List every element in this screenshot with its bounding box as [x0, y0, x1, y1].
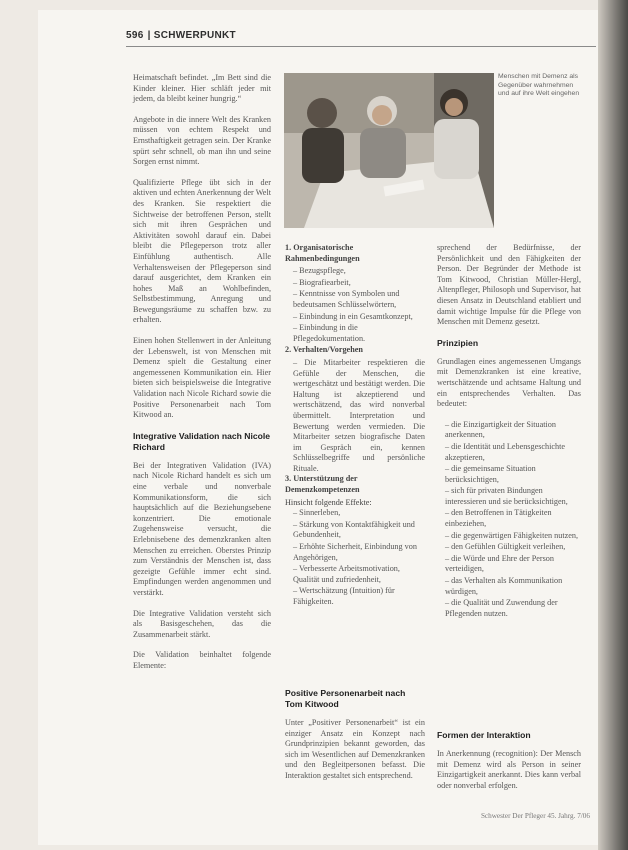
- page-footer: Schwester Der Pfleger 45. Jahrg. 7/06: [480, 812, 590, 820]
- section-heading: Formen der Interaktion: [437, 730, 531, 740]
- running-header: 596 | SCHWERPUNKT: [126, 30, 236, 41]
- paragraph: Einen hohen Stellenwert in der Anleitung der Lebenswelt, ist von Menschen mit Demenz spielt die Gestaltung einer angemessenen Kommunikation ein. Hier bieten sich beispielsweise die Integrative Validation nach Nicole Richard sowie die Positive Personenarbeit nach Tom Kitwood an.: [133, 336, 271, 420]
- list-item: – die Identität und Lebensgeschichte akzeptieren,: [445, 441, 566, 462]
- list-item: – Wertschätzung (Intuition) für Fähigkeiten.: [293, 586, 395, 606]
- list-heading: 3. Unterstützung der Demenzkompetenzen: [285, 474, 360, 495]
- photo-illustration: [284, 73, 494, 228]
- paragraph: sprechend der Bedürfnisse, der Persönlichkeit und den Fähigkeiten der Person. Der Begründer der Methode ist Tom Kitwood, Christian Müller-Hergl, Altenpfleger, Philosoph und Supervisor, hat diesen Ansatz in Deutschland etabliert und damit wichtige Impulse für die Pflege von Menschen mit Demenz gesetzt.: [437, 243, 581, 327]
- list-item: – Verbesserte Arbeitsmotivation, Qualität und zufriedenheit,: [293, 564, 400, 584]
- list-item: – das Verhalten als Kommunikation würdigen,: [445, 576, 563, 596]
- column-1: [133, 73, 271, 682]
- list: [293, 508, 425, 607]
- paragraph: In Anerkennung (recognition): Der Mensch mit Demenz wird als Person in seiner Einzigartigkeit anerkannt. Dies kann verbal oder nonverbal erfolgen.: [437, 749, 581, 790]
- list-item: – den Gefühlen Gültigkeit verleihen,: [445, 542, 566, 552]
- list-item: – die Qualität und Zuwendung der Pflegenden nutzen.: [445, 598, 558, 618]
- list-heading: 2. Verhalten/Vorgehen: [285, 345, 363, 355]
- column-2-bottom: [285, 682, 425, 792]
- list-item: – Stärkung von Kontaktfähigkeit und Gebundenheit,: [293, 519, 415, 540]
- section-heading: Positive Personenarbeit nach Tom Kitwood: [285, 688, 406, 709]
- column-2: [285, 243, 425, 609]
- list-item: – sich für privaten Bindungen interessieren und sie berücksichtigen,: [445, 486, 568, 506]
- list-item: – den Betroffenen in Tätigkeiten einbeziehen,: [445, 508, 552, 529]
- paragraph: Die Integrative Validation versteht sich als Basisgeschehen, das die Zusammenarbeit stärkt.: [133, 608, 271, 639]
- list-item: – Sinnerleben,: [293, 508, 341, 518]
- list-item: – Biografiearbeit,: [293, 277, 351, 287]
- list-item: – Erhöhte Sicherheit, Einbindung von Angehörigen,: [293, 542, 417, 562]
- paragraph: Grundlagen eines angemessenen Umgangs mit Demenzkranken ist eine kreative, wertschätzende und achtsame Haltung und ein entsprechendes Verhalten. Das bedeutet:: [437, 356, 581, 409]
- list-item: – Bezugspflege,: [293, 266, 346, 276]
- column-3: [437, 243, 581, 620]
- header-rule: [126, 46, 596, 47]
- section-heading: Prinzipien: [437, 337, 479, 348]
- list-heading: 1. Organisatorische Rahmenbedingungen: [285, 243, 360, 263]
- list-item: – Kenntnisse von Symbolen und bedeutsamen Schlüsselwörtern,: [293, 289, 400, 309]
- list: [445, 420, 581, 620]
- section-title: SCHWERPUNKT: [153, 30, 236, 41]
- list-lead: Hinsicht folgende Effekte:: [285, 497, 372, 507]
- section-heading: Integrative Validation nach Nicole Richard: [133, 430, 271, 452]
- list-item: – die gegenwärtigen Fähigkeiten nutzen,: [445, 530, 579, 540]
- paragraph: Heimatschaft befindet. „Im Bett sind die Kinder kleiner. Hier schläft jeder mit jedem, da bleibt keiner hungrig.“: [133, 73, 271, 104]
- page-number: 596: [126, 30, 144, 41]
- column-3-bottom: [437, 724, 581, 801]
- list-item: – die Würde und Ehre der Person verteidigen,: [445, 553, 554, 574]
- paragraph: Qualifizierte Pflege übt sich in der aktiven und echten Anerkennung der Welt des Kranken. Sie respektiert die Sichtweise der betroffenen Person, stellt sich mit ihren Gesprächen und Aktivitäten sowohl darauf ein. Dabei bleibt die Pflegeperson trotz aller Einfühlung authentisch. Alle Verhaltensweisen der Pflegeperson sind darauf ausgerichtet, dem Kranken ein hohes Maß an Wohlbefinden, Selbstbestimmung, Anregung und Bewegungsräume zu schaffen bzw. zu erhalten.: [133, 177, 271, 325]
- photo-people-at-table: [284, 73, 494, 228]
- list-item: – die Einzigartigkeit der Situation anerkennen,: [445, 419, 556, 440]
- list-item: – Einbindung in die Pflegedokumentation.: [293, 323, 366, 343]
- photo-caption: Menschen mit Demenz als Gegenüber wahrnehmen und auf ihre Welt eingehen: [498, 73, 580, 98]
- paragraph: – Die Mitarbeiter respektieren die Gefühle der Menschen, die wertgeschätzt und bestätigt werden. Die Haltung ist akzeptierend und wertschätzend, das wird nonverbal übermittelt. Interpretation und Bewertung werden vermieden. Die Mitarbeiter setzen biografische Daten im Gespräch ein, kennen Schlüsselbegriffe und persönliche Rituale.: [293, 357, 425, 473]
- list-item: – die gemeinsame Situation berücksichtigen,: [445, 464, 536, 484]
- list-item: – Einbindung in ein Gesamtkonzept,: [293, 311, 413, 321]
- paragraph: Bei der Integrativen Validation (IVA) nach Nicole Richard handelt es sich um eine verbale und nonverbale Kommunikationsform, die sich hauptsächlich auf die Beziehungsebene konzentriert. Die emotionale Zugehensweise versucht, die Erlebnisebene des demenzkranken alten Menschen zu erreichen. Oberstes Prinzip zum Verständnis der Menschen ist, dass gezeigte Gefühle immer echt sind. Empfindungen werden angenommen und verstärkt.: [133, 460, 271, 597]
- paragraph: Angebote in die innere Welt des Kranken müssen von echtem Respekt und Ernsthaftigkeit getragen sein. Der Kranke spürt sehr schnell, ob man ihn und seine Sorgen ernst nimmt.: [133, 114, 271, 167]
- paragraph: Unter „Positiver Personenarbeit“ ist ein einziger Ansatz ein Konzept nach Grundprinzipien bekannt geworden, das sich im Wesentlichen auf Demenzkranken und den Begleitpersonen befasst. Die Interaktion gestaltet sich entsprechend.: [285, 718, 425, 780]
- paragraph: Die Validation beinhaltet folgende Elemente:: [133, 650, 271, 670]
- page-binding-shadow: [598, 0, 628, 850]
- list: [293, 266, 425, 344]
